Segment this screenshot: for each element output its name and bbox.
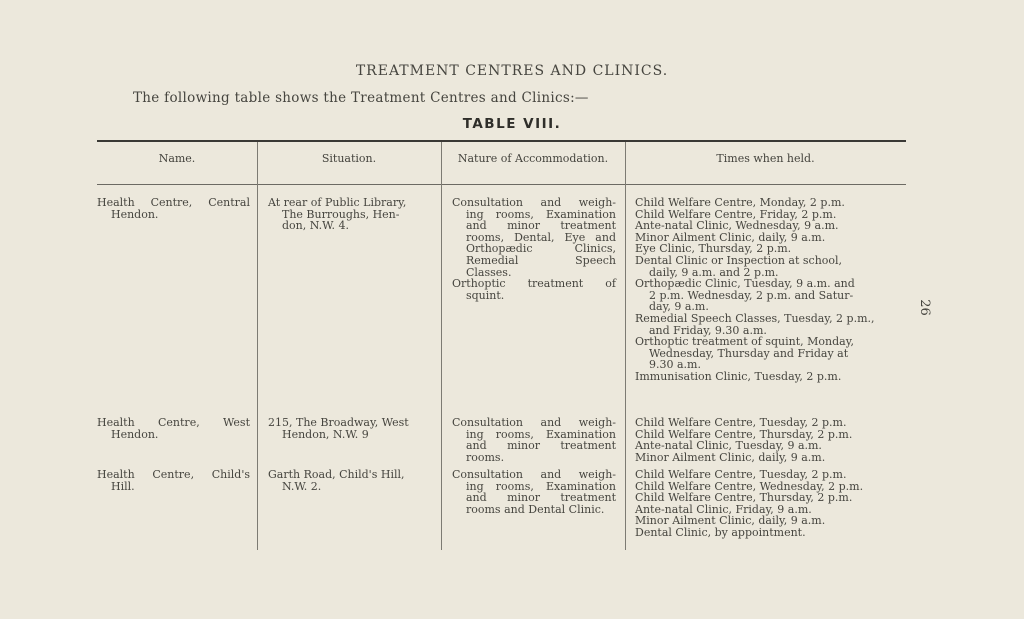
intro-text: The following table shows the Treatment Centres and Clinics:— (133, 90, 589, 106)
table-label: TABLE VIII. (462, 116, 562, 132)
table-top-rule (97, 140, 906, 142)
column-divider-3 (625, 142, 626, 550)
table-row-3-times: Child Welfare Centre, Tuesday, 2 p.m. Child Welfare Centre, Wednesday, 2 p.m. Child Welfare Centre, Thursday, 2 p.m. Ante-natal Clinic, Friday, 9 a.m. Minor Ailment Clinic, daily, 9 a.m. Dental Clinic, by appointment. (635, 468, 864, 539)
column-header-times: Times when held. (716, 152, 815, 165)
column-divider-1 (257, 142, 258, 550)
table-row-1-times: Child Welfare Centre, Monday, 2 p.m. Child Welfare Centre, Friday, 2 p.m. Ante-natal Clinic, Wednesday, 9 a.m. Minor Ailment Clinic, daily, 9 a.m. Eye Clinic, Thursday, 2 p.m. Dental Clinic or Inspection at school, daily, 9 a.m. and 2 p.m. Orthopædic Clinic, Tuesday, 9 a.m. and 2 p.m. Wednesday, 2 p.m. and Satur- day, 9 a.m. Remedial Speech Classes, Tuesday, 2 p.m., and Friday, 9.30 a.m. Orthoptic treatment of squint, Monday, Wednesday, Thursday and Friday at 9.30 a.m. Immunisation Clinic, Tuesday, 2 p.m. (635, 196, 875, 383)
table-row-1-situation: At rear of Public Library, The Burroughs, Hen- don, N.W. 4. (268, 196, 407, 233)
header-divider-rule (97, 184, 906, 185)
table-row-2-name: Health Centre, West Hendon. (97, 416, 250, 441)
table-row-3-nature: Consultation and weigh- ing rooms, Examination and minor treatment rooms and Dental Clinic. (452, 468, 616, 516)
page-number: 26 (916, 299, 932, 316)
table-row-2-situation: 215, The Broadway, West Hendon, N.W. 9 (268, 416, 409, 441)
table-row-1-nature: Consultation and weigh- ing rooms, Examination and minor treatment rooms, Dental, Eye and Orthopædic Clinics, Remedial Speech Classes. Orthoptic treatment of squint. (452, 196, 616, 302)
table-row-2-times: Child Welfare Centre, Tuesday, 2 p.m. Child Welfare Centre, Thursday, 2 p.m. Ante-natal Clinic, Tuesday, 9 a.m. Minor Ailment Clinic, daily, 9 a.m. (635, 416, 853, 464)
column-header-nature: Nature of Accommodation. (457, 152, 609, 165)
column-header-name: Name. (158, 152, 196, 165)
table-row-2-nature: Consultation and weigh- ing rooms, Examination and minor treatment rooms. (452, 416, 616, 464)
table-row-3-situation: Garth Road, Child's Hill, N.W. 2. (268, 468, 405, 493)
table-row-3-name: Health Centre, Child's Hill. (97, 468, 250, 493)
page-heading: TREATMENT CENTRES AND CLINICS. (355, 63, 669, 79)
column-header-situation: Situation. (321, 152, 377, 165)
column-divider-2 (441, 142, 442, 550)
table-row-1-name: Health Centre, Central Hendon. (97, 196, 250, 221)
